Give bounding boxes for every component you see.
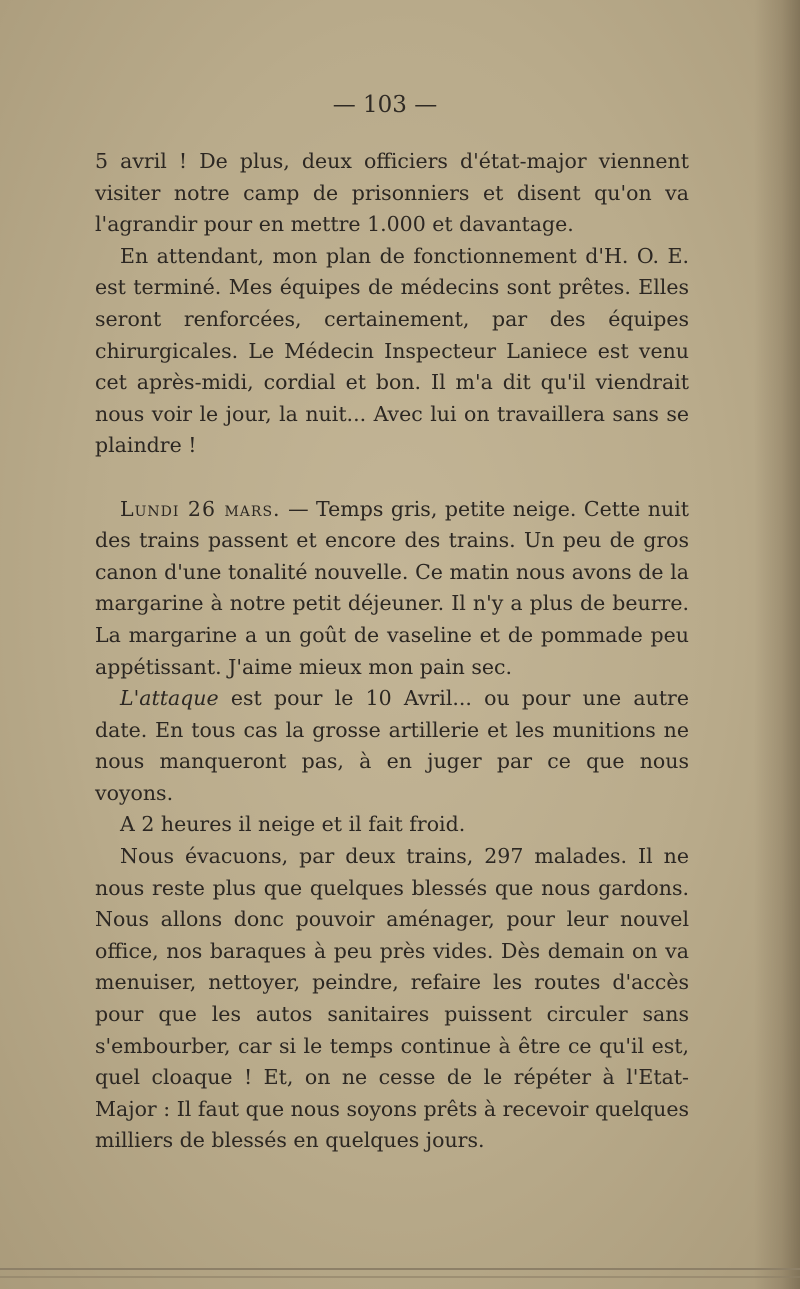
paragraph-text: — Temps gris, petite neige. Cette nuit des trains passent et encore des trains. Un peu de gros canon d'une tonalité nouvelle. Ce matin nous avons de la margarine à notre petit déjeuner. Il n'y a plus de beurre. La margarine a un goût de vaseline et de pommade peu appétissant. J'aime mieux mon pain sec.: [95, 496, 689, 679]
paragraph: [95, 494, 689, 684]
paragraph: [95, 809, 689, 841]
paragraph-text: A 2 heures il neige et il fait froid.: [120, 812, 466, 837]
bottom-border-line: [0, 1276, 800, 1278]
page-number: — 103 —: [332, 92, 438, 118]
body-text: [95, 146, 689, 1157]
bottom-border-line: [0, 1268, 800, 1270]
paragraph-text: Nous évacuons, par deux trains, 297 malades. Il ne nous reste plus que quelques blessés que nous gardons. Nous allons donc pouvoir aménager, pour leur nouvel office, nos baraques à peu près vides. Dès demain on va menuiser, nettoyer, peindre, refaire les routes d'accès pour que les autos sanitaires puissent circuler sans s'embourber, car si le temps continue à être ce qu'il est, quel cloaque ! Et, on ne cesse de le répéter à l'Etat-Major : Il faut que nous soyons prêts à recevoir quelques milliers de blessés en quelques jours.: [95, 844, 689, 1153]
page-edge-shadow: [754, 0, 800, 1289]
paragraph-text: 5 avril ! De plus, deux officiers d'état-major viennent visiter notre camp de prisonniers et disent qu'on va l'agrandir pour en mettre 1.000 et davantage.: [95, 149, 689, 237]
diary-date-label: Lundi 26 mars.: [120, 496, 281, 521]
paragraph: [95, 241, 689, 462]
paragraph: [95, 146, 689, 241]
paragraph: [95, 683, 689, 809]
paragraph-text: En attendant, mon plan de fonctionnement d'H. O. E. est terminé. Mes équipes de médecins sont prêtes. Elles seront renforcées, certainement, par des équipes chirurgicales. Le Médecin Inspecteur Laniece est venu cet après-midi, cordial et bon. Il m'a dit qu'il viendrait nous voir le jour, la nuit... Avec lui on travaillera sans se plaindre !: [95, 243, 689, 458]
paragraph-text: est pour le 10 Avril... ou pour une autre date. En tous cas la grosse artillerie et les munitions ne nous manqueront pas, à en juger par ce que nous voyons.: [95, 686, 689, 805]
italic-lead: L'attaque: [120, 686, 219, 711]
paragraph: [95, 841, 689, 1157]
